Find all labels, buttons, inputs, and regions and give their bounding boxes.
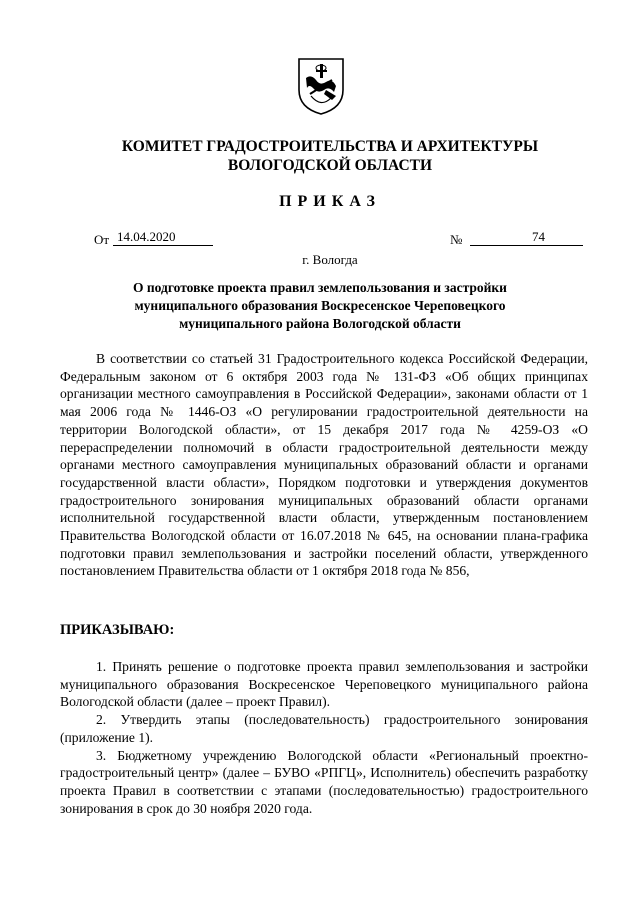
- organization-title-line1: КОМИТЕТ ГРАДОСТРОИТЕЛЬСТВА И АРХИТЕКТУРЫ: [121, 138, 539, 155]
- vologda-coat-of-arms-icon: [296, 56, 346, 116]
- number-label: №: [450, 232, 463, 247]
- city: г. Вологда: [302, 252, 358, 267]
- subject-line2: муниципального образования Воскресенское Череповецкого: [134, 298, 506, 313]
- document-date: 14.04.2020: [113, 229, 213, 246]
- document-number: 74: [470, 229, 583, 246]
- document-subject: [90, 279, 550, 333]
- order-item: 1. Принять решение о подготовке проекта правил землепользования и застройки муниципального образования Воскресенское Череповецкого муниципального района Вологодской области (далее – проект Правил).: [60, 659, 588, 710]
- organization-title-line2: ВОЛОГОДСКОЙ ОБЛАСТИ: [227, 157, 433, 174]
- order-items: [60, 658, 588, 817]
- order-item: 3. Бюджетному учреждению Вологодской области «Региональный проектно-градостроительный центр» (далее – БУВО «РПГЦ», Исполнитель) обеспечить разработку проекта Правил в соответствии с этапами (последовательностью) градостроительного зонирования в срок до 30 ноября 2020 года.: [60, 747, 588, 816]
- subject-line3: муниципального района Вологодской области: [179, 316, 461, 331]
- subject-line1: О подготовке проекта правил землепользования и застройки: [133, 280, 507, 295]
- preamble-paragraph: В соответствии со статьей 31 Градостроительного кодекса Российской Федерации, Федеральным законом от 6 октября 2003 года № 131-ФЗ «Об общих принципах организации местного самоуправления в Российской Федерации», законами области от 1 мая 2006 года № 1446-ОЗ «О регулировании градостроительной деятельности на территории Вологодской области», от 15 декабря 2017 года № 4259-ОЗ «О перераспределении полномочий в области градостроительной деятельности между органами местного самоуправления муниципальных образований области и органами государственной власти области», Порядком подготовки и утверждения документов градостроительного зонирования муниципальных образований области органами исполнительной государственной власти области, утвержденным постановлением Правительства Вологодской области от 16.07.2018 № 645, на основании плана-графика подготовки правил землепользования и застройки поселений области, утвержденного постановлением Правительства области от 1 октября 2018 года № 856,: [60, 351, 588, 579]
- order-item: 2. Утвердить этапы (последовательность) градостроительного зонирования (приложение 1).: [60, 712, 588, 745]
- organization-title: [60, 137, 600, 175]
- date-label: От: [94, 232, 110, 247]
- document-type: ПРИКАЗ: [279, 193, 381, 210]
- preamble: [60, 350, 588, 580]
- order-heading: ПРИКАЗЫВАЮ:: [60, 622, 175, 638]
